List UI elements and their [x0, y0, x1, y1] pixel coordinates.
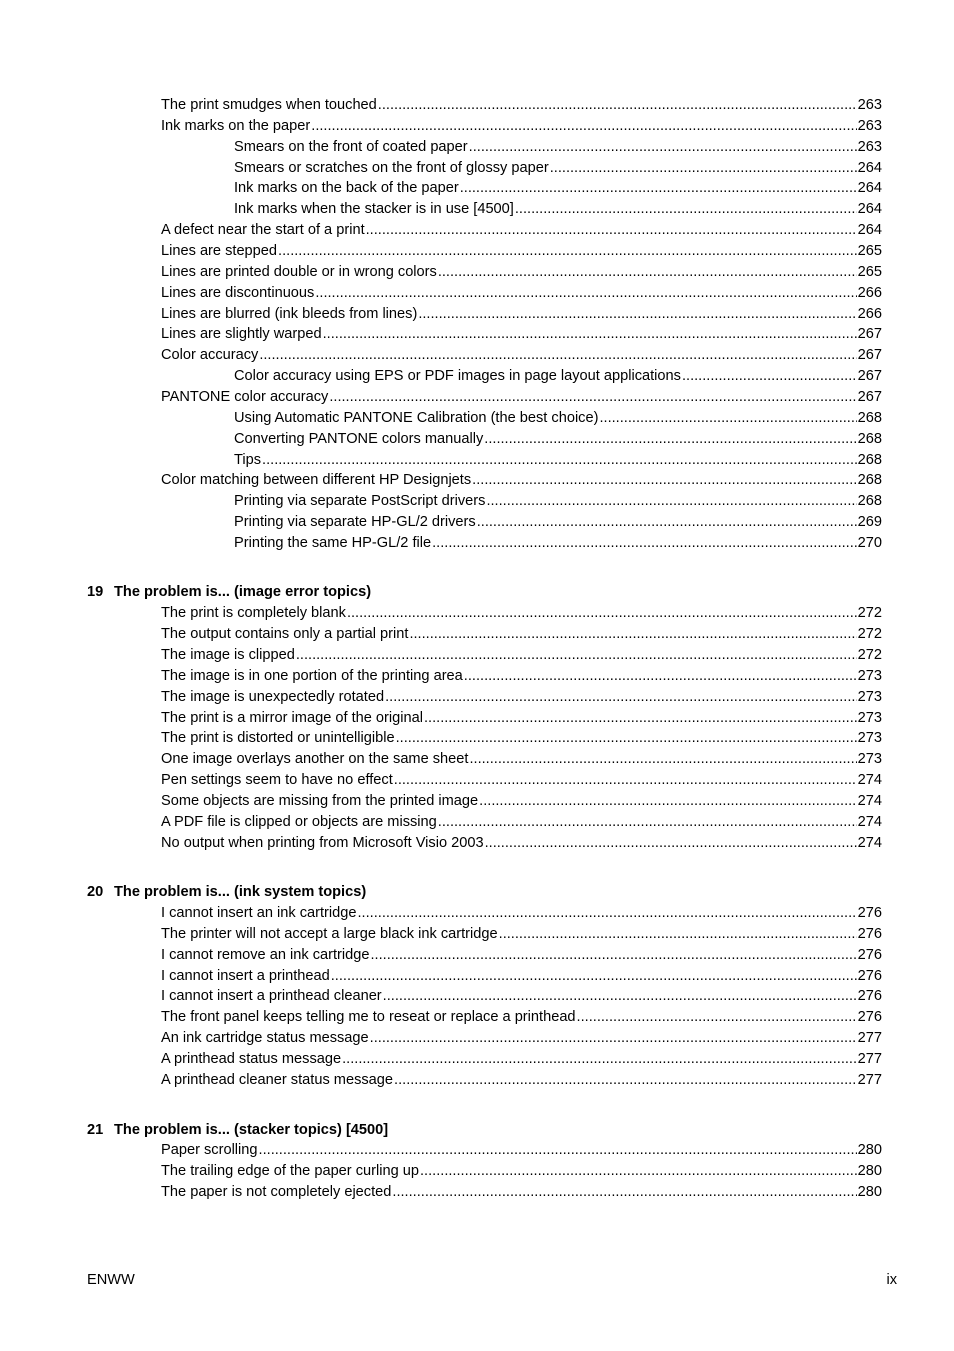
toc-entry[interactable] [161, 345, 882, 366]
toc-entry-page: 267 [857, 347, 882, 363]
toc-entry-page: 272 [857, 626, 882, 642]
toc-entry-page: 273 [857, 710, 882, 726]
dot-leader [682, 366, 857, 387]
toc-entry-title: Pen settings seem to have no effect [161, 772, 393, 788]
toc-entry-page: 277 [857, 1051, 882, 1067]
dot-leader [323, 324, 857, 345]
toc-entry[interactable] [161, 1007, 882, 1028]
toc-entry-page: 268 [857, 472, 882, 488]
dot-leader [366, 220, 857, 241]
dot-leader [262, 450, 857, 471]
toc-subentry[interactable] [234, 137, 882, 158]
toc-entry-title: I cannot insert a printhead cleaner [161, 988, 382, 1004]
dot-leader [259, 345, 856, 366]
dot-leader [432, 533, 857, 554]
toc-entry-page: 267 [857, 326, 882, 342]
toc-entry[interactable] [161, 666, 882, 687]
toc-entry-page: 280 [857, 1142, 882, 1158]
chapter-number: 19 [87, 584, 104, 600]
toc-entry[interactable] [161, 116, 882, 137]
toc-entry-page: 267 [857, 368, 882, 384]
toc-entry-page: 263 [857, 118, 882, 134]
toc-entry-page: 273 [857, 751, 882, 767]
toc-entry-title: Printing via separate PostScript drivers [234, 493, 486, 509]
toc-entry-page: 268 [857, 431, 882, 447]
toc-subentry[interactable] [234, 533, 882, 554]
toc-subentry[interactable] [234, 158, 882, 179]
toc-entry-title: Some objects are missing from the printed image [161, 793, 479, 809]
dot-leader [396, 728, 857, 749]
dot-leader [347, 603, 857, 624]
toc-entry-title: Printing via separate HP-GL/2 drivers [234, 514, 476, 530]
toc-entry[interactable] [161, 95, 882, 116]
dot-leader [378, 95, 857, 116]
toc-entry-page: 277 [857, 1030, 882, 1046]
toc-entry-title: The front panel keeps telling me to reseat or replace a printhead [161, 1009, 576, 1025]
dot-leader [409, 624, 856, 645]
toc-entry-title: Paper scrolling [161, 1142, 258, 1158]
toc-entry-title: Lines are blurred (ink bleeds from lines) [161, 306, 418, 322]
toc-entry-title: Smears or scratches on the front of glossy paper [234, 160, 549, 176]
toc-entry-title: An ink cartridge status message [161, 1030, 369, 1046]
toc-entry[interactable] [161, 1070, 882, 1091]
toc-subentry[interactable] [234, 408, 882, 429]
toc-subentry[interactable] [234, 429, 882, 450]
toc-entry-title: The image is clipped [161, 647, 295, 663]
toc-entry-page: 273 [857, 689, 882, 705]
toc-entry[interactable] [161, 1182, 882, 1203]
dot-leader [577, 1007, 857, 1028]
toc-entry-title: I cannot insert a printhead [161, 968, 330, 984]
toc-entry-page: 268 [857, 452, 882, 468]
toc-entry[interactable] [161, 1161, 882, 1182]
toc-entry-title: Lines are printed double or in wrong colors [161, 264, 437, 280]
toc-entry-title: The trailing edge of the paper curling up [161, 1163, 419, 1179]
dot-leader [469, 749, 856, 770]
toc-entry[interactable] [161, 387, 882, 408]
dot-leader [464, 666, 857, 687]
dot-leader [394, 770, 857, 791]
toc-entry-page: 264 [857, 201, 882, 217]
toc-entry-title: Lines are discontinuous [161, 285, 315, 301]
toc-entry-page: 269 [857, 514, 882, 530]
toc-entry-page: 276 [857, 1009, 882, 1025]
toc-entry-page: 274 [857, 814, 882, 830]
toc-entry[interactable] [161, 728, 882, 749]
toc-entry[interactable] [161, 262, 882, 283]
dot-leader [315, 283, 856, 304]
toc-entry-title: The image is in one portion of the printing area [161, 668, 463, 684]
dot-leader [296, 645, 857, 666]
footer-document-code: ENWW [87, 1272, 135, 1288]
toc-subentry[interactable] [234, 450, 882, 471]
toc-entry-page: 267 [857, 389, 882, 405]
toc-entry-title: Lines are slightly warped [161, 326, 322, 342]
dot-leader [438, 262, 857, 283]
toc-entry-title: Color accuracy [161, 347, 259, 363]
toc-entry-title: A defect near the start of a print [161, 222, 365, 238]
toc-entry[interactable] [161, 645, 882, 666]
toc-entry-page: 263 [857, 139, 882, 155]
toc-entry-page: 277 [857, 1072, 882, 1088]
dot-leader [392, 1182, 856, 1203]
toc-entry-title: One image overlays another on the same sheet [161, 751, 469, 767]
chapter-number: 21 [87, 1122, 104, 1138]
dot-leader [370, 1028, 857, 1049]
toc-entry-page: 280 [857, 1163, 882, 1179]
dot-leader [469, 137, 857, 158]
dot-leader [479, 791, 856, 812]
toc-entry[interactable] [161, 624, 882, 645]
toc-entry-page: 263 [857, 97, 882, 113]
dot-leader [278, 241, 857, 262]
toc-entry-page: 276 [857, 968, 882, 984]
dot-leader [420, 1161, 857, 1182]
toc-entry[interactable] [161, 324, 882, 345]
chapter-heading[interactable] [87, 582, 371, 603]
toc-entry[interactable] [161, 749, 882, 770]
toc-entry[interactable] [161, 687, 882, 708]
dot-leader [438, 812, 857, 833]
toc-entry[interactable] [161, 1049, 882, 1070]
toc-entry[interactable] [161, 903, 882, 924]
chapter-number: 20 [87, 884, 104, 900]
toc-subentry[interactable] [234, 491, 882, 512]
dot-leader [358, 903, 857, 924]
toc-subentry[interactable] [234, 178, 882, 199]
dot-leader [460, 178, 857, 199]
toc-entry-page: 264 [857, 180, 882, 196]
footer-page-number: ix [886, 1272, 897, 1288]
toc-entry-page: 266 [857, 306, 882, 322]
toc-entry[interactable] [161, 791, 882, 812]
toc-entry-title: PANTONE color accuracy [161, 389, 329, 405]
toc-entry-title: No output when printing from Microsoft Visio 2003 [161, 835, 484, 851]
toc-entry-title: I cannot insert an ink cartridge [161, 905, 357, 921]
toc-entry-title: A printhead status message [161, 1051, 342, 1067]
toc-entry-page: 265 [857, 243, 882, 259]
toc-entry[interactable] [161, 220, 882, 241]
toc-entry[interactable] [161, 470, 882, 491]
toc-entry[interactable] [161, 770, 882, 791]
toc-entry-title: Converting PANTONE colors manually [234, 431, 484, 447]
dot-leader [385, 687, 857, 708]
toc-entry-page: 272 [857, 605, 882, 621]
toc-entry-page: 280 [857, 1184, 882, 1200]
toc-entry-page: 274 [857, 835, 882, 851]
dot-leader [550, 158, 857, 179]
toc-entry-page: 264 [857, 160, 882, 176]
toc-entry-page: 264 [857, 222, 882, 238]
dot-leader [485, 833, 857, 854]
dot-leader [599, 408, 856, 429]
toc-entry-page: 268 [857, 493, 882, 509]
toc-entry[interactable] [161, 1140, 882, 1161]
toc-entry-page: 276 [857, 988, 882, 1004]
toc-entry-title: The print is completely blank [161, 605, 346, 621]
toc-entry-title: Ink marks when the stacker is in use [4500] [234, 201, 514, 217]
chapter-title: The problem is... (ink system topics) [114, 884, 367, 900]
toc-entry-title: Lines are stepped [161, 243, 278, 259]
dot-leader [259, 1140, 857, 1161]
dot-leader [383, 986, 857, 1007]
dot-leader [329, 387, 856, 408]
toc-entry[interactable] [161, 812, 882, 833]
toc-entry-page: 274 [857, 772, 882, 788]
dot-leader [424, 708, 857, 729]
dot-leader [311, 116, 856, 137]
dot-leader [331, 966, 857, 987]
toc-entry-page: 273 [857, 730, 882, 746]
toc-entry-title: Using Automatic PANTONE Calibration (the best choice) [234, 410, 599, 426]
toc-entry-page: 268 [857, 410, 882, 426]
toc-entry[interactable] [161, 924, 882, 945]
toc-entry-title: Printing the same HP-GL/2 file [234, 535, 432, 551]
toc-entry-title: A PDF file is clipped or objects are missing [161, 814, 437, 830]
toc-entry-title: Color matching between different HP Designjets [161, 472, 472, 488]
toc-entry[interactable] [161, 241, 882, 262]
dot-leader [418, 304, 856, 325]
dot-leader [515, 199, 857, 220]
toc-entry[interactable] [161, 945, 882, 966]
toc-entry-title: I cannot remove an ink cartridge [161, 947, 370, 963]
toc-entry-title: Tips [234, 452, 262, 468]
toc-entry-title: Ink marks on the paper [161, 118, 311, 134]
toc-entry[interactable] [161, 986, 882, 1007]
toc-entry[interactable] [161, 966, 882, 987]
chapter-title: The problem is... (image error topics) [114, 584, 372, 600]
toc-entry-title: Color accuracy using EPS or PDF images in page layout applications [234, 368, 681, 384]
chapter-heading[interactable] [87, 1120, 388, 1141]
dot-leader [370, 945, 856, 966]
toc-entry-page: 276 [857, 905, 882, 921]
toc-entry[interactable] [161, 1028, 882, 1049]
toc-entry[interactable] [161, 833, 882, 854]
toc-entry-title: The image is unexpectedly rotated [161, 689, 385, 705]
dot-leader [499, 924, 857, 945]
chapter-title: The problem is... (stacker topics) [4500] [114, 1122, 389, 1138]
toc-subentry[interactable] [234, 512, 882, 533]
toc-entry[interactable] [161, 708, 882, 729]
toc-subentry[interactable] [234, 366, 882, 387]
toc-subentry[interactable] [234, 199, 882, 220]
toc-entry-page: 273 [857, 668, 882, 684]
dot-leader [486, 491, 856, 512]
toc-entry-title: A printhead cleaner status message [161, 1072, 394, 1088]
dot-leader [472, 470, 856, 491]
dot-leader [477, 512, 857, 533]
dot-leader [394, 1070, 857, 1091]
toc-entry-title: The print smudges when touched [161, 97, 377, 113]
toc-entry-page: 276 [857, 947, 882, 963]
toc-entry-page: 272 [857, 647, 882, 663]
dot-leader [484, 429, 856, 450]
toc-entry-page: 265 [857, 264, 882, 280]
toc-entry-page: 266 [857, 285, 882, 301]
toc-entry-title: The paper is not completely ejected [161, 1184, 392, 1200]
toc-entry-title: The print is a mirror image of the original [161, 710, 423, 726]
toc-entry[interactable] [161, 304, 882, 325]
dot-leader [342, 1049, 857, 1070]
toc-entry-title: The printer will not accept a large black ink cartridge [161, 926, 498, 942]
toc-entry-title: The print is distorted or unintelligible [161, 730, 395, 746]
toc-entry-title: The output contains only a partial print [161, 626, 409, 642]
toc-entry-page: 276 [857, 926, 882, 942]
toc-entry-page: 274 [857, 793, 882, 809]
toc-entry[interactable] [161, 283, 882, 304]
toc-entry-page: 270 [857, 535, 882, 551]
toc-entry-title: Ink marks on the back of the paper [234, 180, 459, 196]
chapter-heading[interactable] [87, 882, 366, 903]
toc-entry-title: Smears on the front of coated paper [234, 139, 468, 155]
toc-entry[interactable] [161, 603, 882, 624]
